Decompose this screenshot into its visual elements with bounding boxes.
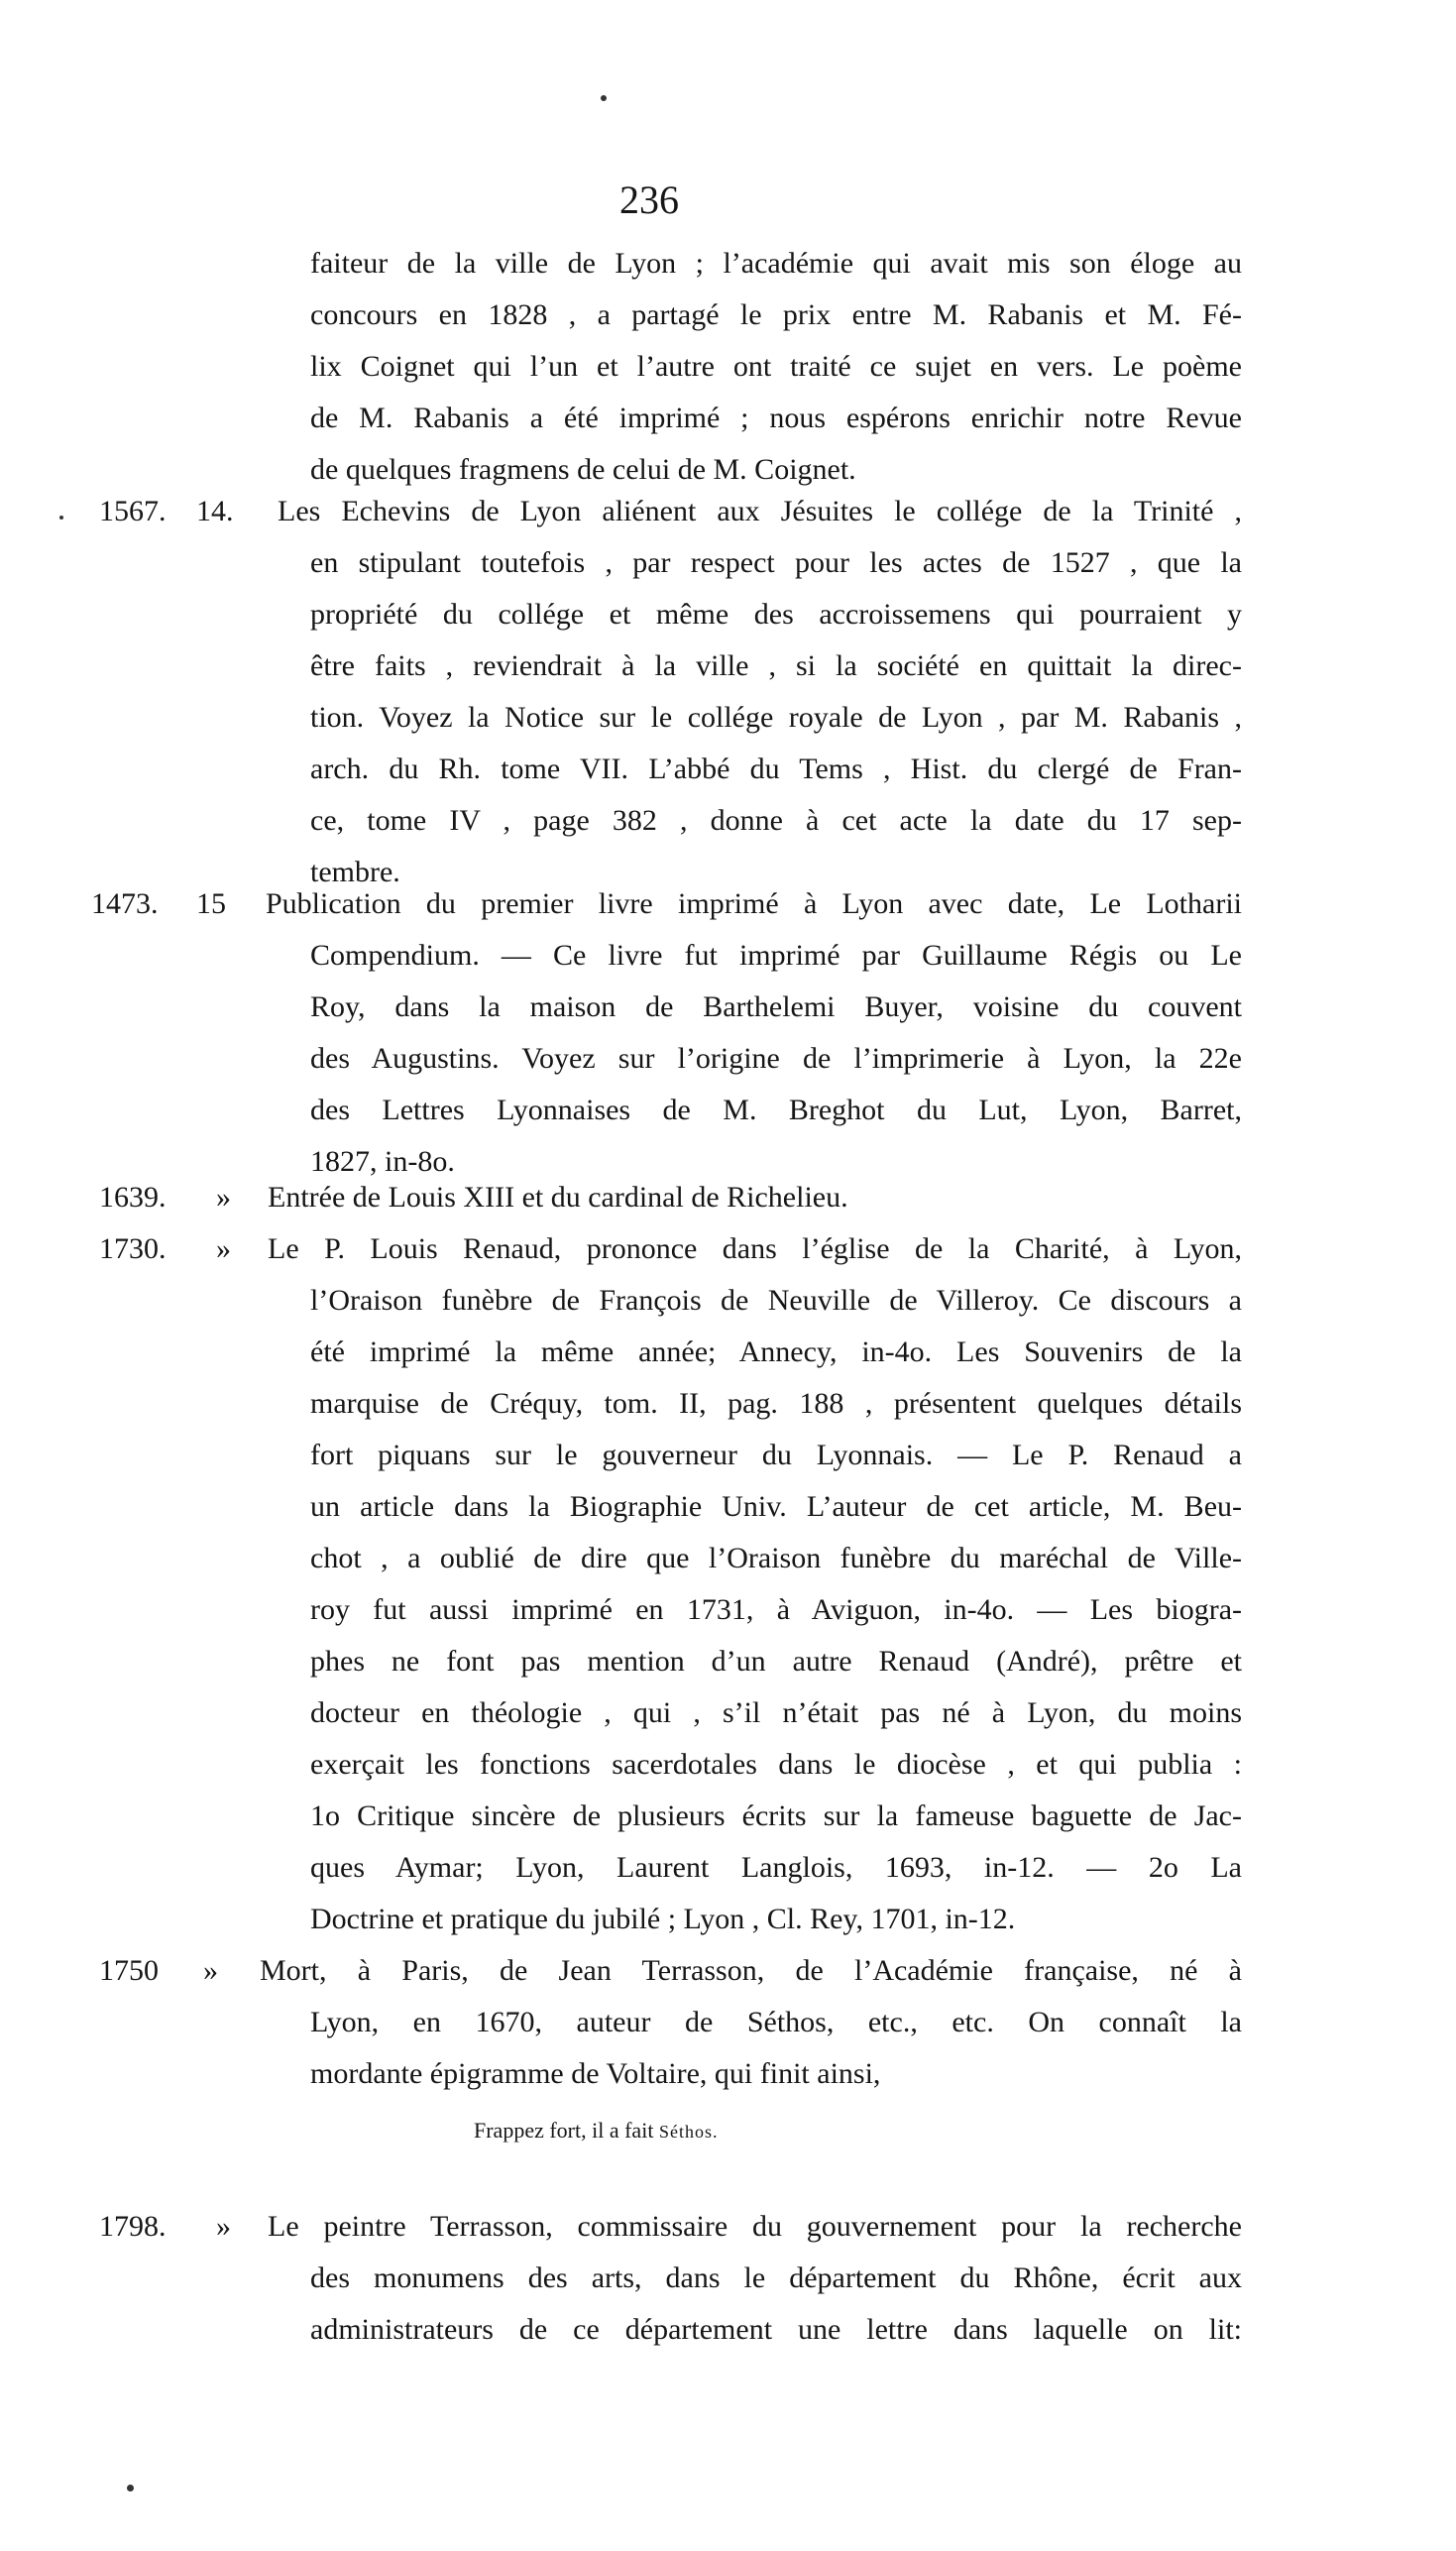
text-line: de quelques fragmens de celui de M. Coignet. <box>310 453 856 486</box>
text-line: arch. du Rh. tome VII. L’abbé du Tems , Hist. du clergé de Fran- <box>310 753 1242 785</box>
text-line: un article dans la Biographie Univ. L’auteur de cet article, M. Beu- <box>310 1490 1242 1523</box>
text-line: roy fut aussi imprimé en 1731, à Aviguon, in-4o. — Les biogra- <box>310 1593 1242 1626</box>
text-line: des monumens des arts, dans le département du Rhône, écrit aux <box>310 2261 1242 2294</box>
entry-day: » <box>203 1954 218 1987</box>
text-line: 1827, in-8o. <box>310 1145 455 1178</box>
text-line: être faits , reviendrait à la ville , si la société en quittait la direc- <box>310 649 1242 682</box>
quote-name: Séthos. <box>658 2122 719 2142</box>
text-line: lix Coignet qui l’un et l’autre ont traité ce sujet en vers. Le poème <box>310 350 1242 383</box>
text-line: propriété du collége et même des accroissemens qui pourraient y <box>310 598 1242 631</box>
text-line: ques Aymar; Lyon, Laurent Langlois, 1693, in-12. — 2o La <box>310 1851 1242 1884</box>
text-line: des Augustins. Voyez sur l’origine de l’imprimerie à Lyon, la 22e <box>310 1042 1242 1075</box>
text-line: Entrée de Louis XIII et du cardinal de Richelieu. <box>268 1181 848 1214</box>
scan-speck <box>601 95 607 101</box>
scan-speck <box>127 2485 134 2492</box>
quote-text: Frappez fort, il a fait <box>474 2118 659 2143</box>
text-line: en stipulant toutefois , par respect pour les actes de 1527 , que la <box>310 546 1242 579</box>
text-line: 1o Critique sincère de plusieurs écrits sur la fameuse baguette de Jac- <box>310 1799 1242 1832</box>
entry-day: » <box>216 1232 231 1265</box>
text-line: Doctrine et pratique du jubilé ; Lyon , Cl. Rey, 1701, in-12. <box>310 1903 1016 1935</box>
text-line: phes ne font pas mention d’un autre Renaud (André), prêtre et <box>310 1645 1242 1678</box>
text-line: ce, tome IV , page 382 , donne à cet acte la date du 17 sep- <box>310 804 1242 837</box>
text-line: Lyon, en 1670, auteur de Séthos, etc., etc. On connaît la <box>310 2006 1242 2038</box>
text-line: faiteur de la ville de Lyon ; l’académie qui avait mis son éloge au <box>310 247 1242 280</box>
entry-day: » <box>216 1181 231 1214</box>
text-line: marquise de Créquy, tom. II, pag. 188 , présentent quelques détails <box>310 1387 1242 1420</box>
entry-year: 1750 <box>99 1954 159 1987</box>
text-line: docteur en théologie , qui , s’il n’était pas né à Lyon, du moins <box>310 1696 1242 1729</box>
entry-year: 1730. <box>99 1232 167 1265</box>
page-number: 236 <box>619 177 679 222</box>
text-line: Compendium. — Ce livre fut imprimé par Guillaume Régis ou Le <box>310 939 1242 972</box>
epigram-quote <box>474 2116 718 2146</box>
entry-day: 15 <box>196 887 226 920</box>
text-line: des Lettres Lyonnaises de M. Breghot du Lut, Lyon, Barret, <box>310 1094 1242 1126</box>
text-line: l’Oraison funèbre de François de Neuville de Villeroy. Ce discours a <box>310 1284 1242 1317</box>
text-line: fort piquans sur le gouverneur du Lyonnais. — Le P. Renaud a <box>310 1439 1242 1471</box>
text-line: administrateurs de ce département une lettre dans laquelle on lit: <box>310 2313 1242 2346</box>
text-line: concours en 1828 , a partagé le prix entre M. Rabanis et M. Fé- <box>310 298 1242 331</box>
text-line: Le P. Louis Renaud, prononce dans l’église de la Charité, à Lyon, <box>268 1232 1242 1265</box>
entry-year: 1798. <box>99 2210 167 2243</box>
text-line: Roy, dans la maison de Barthelemi Buyer, voisine du couvent <box>310 990 1242 1023</box>
text-line: tembre. <box>310 856 400 888</box>
text-line: de M. Rabanis a été imprimé ; nous espérons enrichir notre Revue <box>310 402 1242 434</box>
text-line: exerçait les fonctions sacerdotales dans le diocèse , et qui publia : <box>310 1748 1242 1781</box>
text-line: mordante épigramme de Voltaire, qui finit ainsi, <box>310 2057 881 2090</box>
entry-year: 1639. <box>99 1181 167 1214</box>
text-line: Publication du premier livre imprimé à Lyon avec date, Le Lotharii <box>266 887 1242 920</box>
entry-year: 1567. <box>99 495 167 527</box>
text-line: chot , a oublié de dire que l’Oraison funèbre du maréchal de Ville- <box>310 1542 1242 1574</box>
text-line: Le peintre Terrasson, commissaire du gouvernement pour la recherche <box>268 2210 1242 2243</box>
text-line: Mort, à Paris, de Jean Terrasson, de l’Académie française, né à <box>260 1954 1242 1987</box>
text-line: tion. Voyez la Notice sur le collége royale de Lyon , par M. Rabanis , <box>310 701 1242 734</box>
scan-speck <box>59 516 63 520</box>
entry-year: 1473. <box>91 887 159 920</box>
entry-day: » <box>216 2210 231 2243</box>
text-line: Les Echevins de Lyon aliénent aux Jésuites le collége de la Trinité , <box>278 495 1242 527</box>
entry-day: 14. <box>196 495 234 527</box>
text-line: été imprimé la même année; Annecy, in-4o. Les Souvenirs de la <box>310 1335 1242 1368</box>
